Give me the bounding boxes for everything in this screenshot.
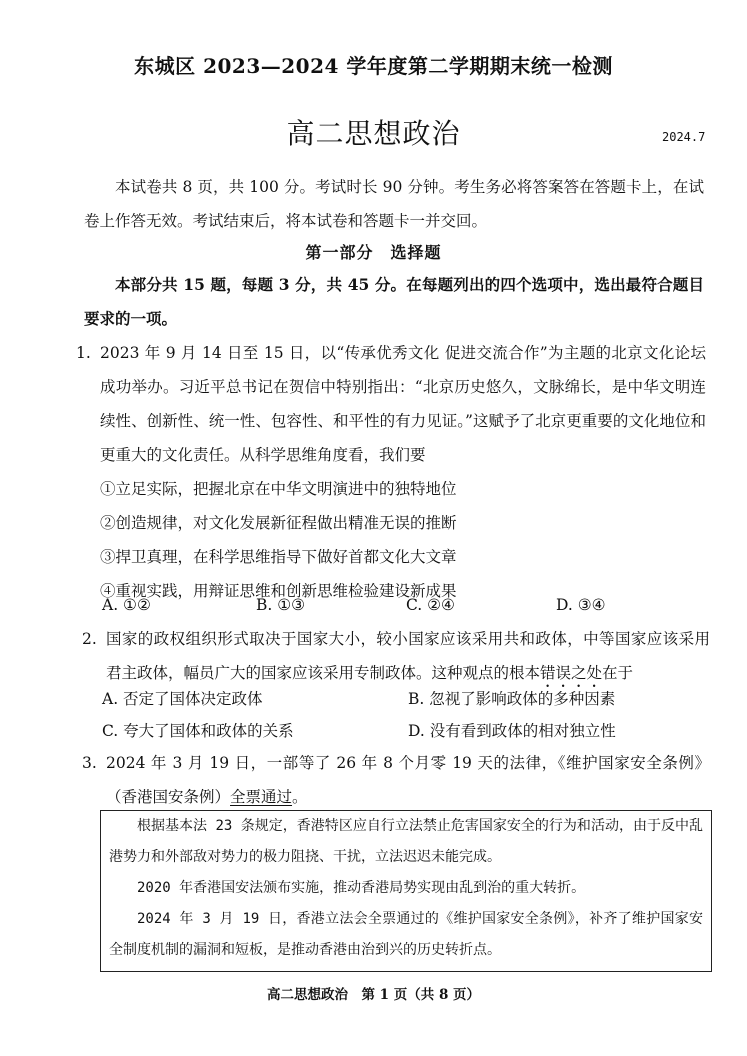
q3-text-before: 2024 年 3 月 19 日，一部等了 26 年 8 个月零 19 天的法律，《维护国家安全条例》（香港国安条例）: [106, 754, 710, 806]
q1-item-1: ①立足实际，把握北京在中华文明演进中的独特地位: [100, 480, 457, 498]
instructions: 本试卷共 8 页，共 100 分。考试时长 90 分钟。考生务必将答案答在答题卡上，在试卷上作答无效。考试结束后，将本试卷和答题卡一并交回。: [84, 178, 704, 230]
section-title: 第一部分 选择题: [305, 243, 442, 262]
section-intro: 本部分共 15 题，每题 3 分，共 45 分。在每题列出的四个选项中，选出最符合题目要求的一项。: [84, 275, 704, 328]
q2-emphasis: 错误之处: [540, 664, 603, 682]
q1-option-b[interactable]: B. ①③: [256, 596, 306, 614]
question-number: 1.: [76, 344, 91, 362]
material-paragraph-1: 根据基本法 23 条规定，香港特区应自行立法禁止危害国家安全的行为和活动，由于反中乱港势力和外部敌对势力的极力阻挠、干扰，立法迟迟未能完成。: [109, 818, 703, 865]
q2-option-b[interactable]: B. 忽视了影响政体的多种因素: [408, 690, 616, 708]
question-number: 2.: [82, 630, 97, 648]
material-paragraph-3: 2024 年 3 月 19 日，香港立法会全票通过的《维护国家安全条例》，补齐了维护国家安全制度机制的漏洞和短板，是推动香港由治到兴的历史转折点。: [109, 911, 703, 958]
q1-items: [100, 472, 700, 608]
exam-title: 东城区 2023—2024 学年度第二学期期末统一检测: [134, 54, 613, 78]
q1-option-d[interactable]: D. ③④: [556, 596, 606, 614]
q2-text-after: 在于: [602, 664, 634, 682]
page-footer: 高二思想政治 第 1 页（共 8 页）: [266, 987, 481, 1003]
q2-option-c[interactable]: C. 夸大了国体和政体的关系: [102, 722, 294, 740]
question-stem: 2023 年 9 月 14 日至 15 日，以“传承优秀文化 促进交流合作”为主题的北京文化论坛成功举办。习近平总书记在贺信中特别指出：“北京历史悠久，文脉绵长，是中华文明连续性、创新性、统一性、包容性、和平性的有力见证。”这赋予了北京更重要的文化地位和更重大的文化责任。从科学思维角度看，我们要: [100, 344, 706, 464]
q1-option-a[interactable]: A. ①②: [102, 596, 151, 614]
q1-item-3: ③捍卫真理，在科学思维指导下做好首都文化大文章: [100, 548, 457, 566]
q3-text-after: 。: [292, 788, 308, 806]
q1-option-c[interactable]: C. ②④: [406, 596, 455, 614]
material-paragraph-2: 2020 年香港国安法颁布实施，推动香港局势实现由乱到治的重大转折。: [137, 880, 586, 896]
question-stem: [106, 622, 710, 691]
question-2: [82, 622, 710, 691]
subject-title: 高二思想政治: [286, 117, 461, 150]
q1-item-2: ②创造规律，对文化发展新征程做出精准无误的推断: [100, 514, 457, 532]
question-3: [82, 746, 710, 814]
q2-option-d[interactable]: D. 没有看到政体的相对独立性: [408, 722, 616, 740]
question-stem: [106, 746, 710, 814]
question-number: 3.: [82, 754, 97, 772]
exam-date: 2024.7: [662, 130, 706, 144]
q1-item-4: ④重视实践，用辩证思维和创新思维检验建设新成果: [100, 582, 457, 600]
material-box: [100, 810, 712, 972]
q2-option-a[interactable]: A. 否定了国体决定政体: [102, 690, 263, 708]
question-1: [76, 336, 706, 472]
q2-text-before: 国家的政权组织形式取决于国家大小，较小国家应该采用共和政体，中等国家应该采用君主政体，幅员广大的国家应该采用专制政体。这种观点的根本: [106, 630, 710, 682]
q3-underline: 全票通过: [230, 788, 293, 806]
